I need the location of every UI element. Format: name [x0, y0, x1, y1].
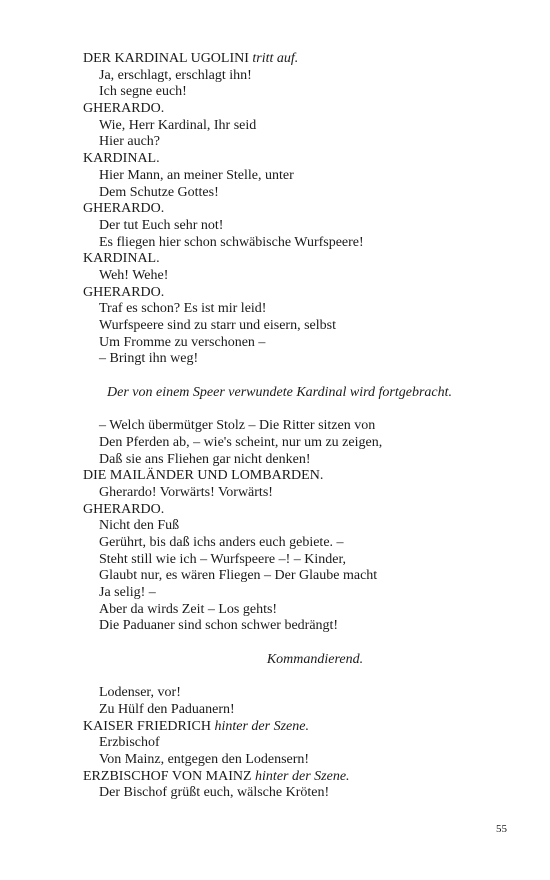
verse-line: Gherardo! Vorwärts! Vorwärts!: [99, 484, 273, 500]
verse-line: Daß sie ans Fliehen gar nicht denken!: [99, 451, 311, 467]
verse-line: Traf es schon? Es ist mir leid!: [99, 301, 267, 317]
verse-line: Es fliegen hier schon schwäbische Wurfspeere!: [99, 234, 364, 250]
speaker-line: [83, 769, 513, 786]
verse-line: Die Paduaner sind schon schwer bedrängt!: [99, 618, 339, 634]
verse-line: Lodenser, vor!: [99, 685, 181, 701]
speaker-name: KARDINAL.: [83, 151, 160, 167]
speaker-line: [83, 719, 513, 736]
verse-line: Der tut Euch sehr not!: [99, 217, 224, 233]
speaker-line: [83, 201, 513, 218]
verse-line: Aber da wirds Zeit – Los gehts!: [99, 601, 278, 617]
verse-line: Gerührt, bis daß ichs anders euch gebiete. –: [99, 534, 344, 550]
speaker-direction: hinter der Szene.: [214, 718, 309, 734]
verse-line: Um Fromme zu verschonen –: [99, 334, 266, 350]
speaker-name: GHERARDO.: [83, 501, 165, 517]
speaker-name: DER KARDINAL UGOLINI: [83, 51, 249, 66]
verse-line: Hier Mann, an meiner Stelle, unter: [99, 167, 294, 183]
speaker-line: [83, 251, 513, 268]
speaker-name: GHERARDO.: [83, 284, 165, 300]
verse-line: Ich segne euch!: [99, 84, 187, 100]
verse-line: Hier auch?: [99, 134, 161, 150]
speaker-line: [83, 51, 513, 68]
verse-line: Nicht den Fuß: [99, 518, 180, 534]
verse-line: Dem Schutze Gottes!: [99, 184, 219, 200]
verse-line: Wurfspeere sind zu starr und eisern, selbst: [99, 318, 336, 333]
stage-direction: Kommandierend.: [266, 651, 364, 667]
verse-line: Wie, Herr Kardinal, Ihr seid: [99, 117, 257, 133]
speaker-direction: tritt auf.: [252, 51, 299, 66]
speaker-line: [83, 502, 513, 519]
speaker-name: GHERARDO.: [83, 101, 165, 117]
stage-direction: Der von einem Speer verwundete Kardinal wird fortgebracht.: [107, 384, 453, 400]
verse-line: Zu Hülf den Paduanern!: [99, 701, 235, 717]
verse-line: Den Pferden ab, – wie's scheint, nur um zu zeigen,: [99, 434, 383, 450]
speaker-line: [83, 101, 513, 118]
speaker-direction: hinter der Szene.: [255, 768, 350, 784]
verse-line: Der Bischof grüßt euch, wälsche Kröten!: [99, 785, 330, 801]
speaker-line: [83, 285, 513, 302]
verse-line: – Bringt ihn weg!: [99, 351, 199, 367]
speaker-name: GHERARDO.: [83, 201, 165, 217]
page-number: 55: [496, 823, 507, 835]
verse-line: Weh! Wehe!: [99, 267, 169, 283]
verse-line: – Welch übermütger Stolz – Die Ritter sitzen von: [99, 418, 376, 434]
speaker-name: ERZBISCHOF VON MAINZ: [83, 768, 252, 784]
speaker-name: DIE MAILÄNDER UND LOMBARDEN.: [83, 468, 324, 484]
verse-line: Glaubt nur, es wären Fliegen – Der Glaube macht: [99, 568, 378, 584]
speaker-line: [83, 151, 513, 168]
verse-line: Von Mainz, entgegen den Lodensern!: [99, 751, 310, 767]
speaker-line: [83, 468, 513, 485]
verse-line: Ja, erschlagt, erschlagt ihn!: [99, 67, 252, 83]
play-text: [83, 51, 513, 802]
speaker-name: KARDINAL.: [83, 251, 160, 267]
verse-line: Steht still wie ich – Wurfspeere –! – Kinder,: [99, 551, 347, 567]
speaker-name: KAISER FRIEDRICH: [83, 718, 211, 734]
verse-line: Erzbischof: [99, 735, 160, 751]
verse-line: Ja selig! –: [99, 585, 156, 601]
